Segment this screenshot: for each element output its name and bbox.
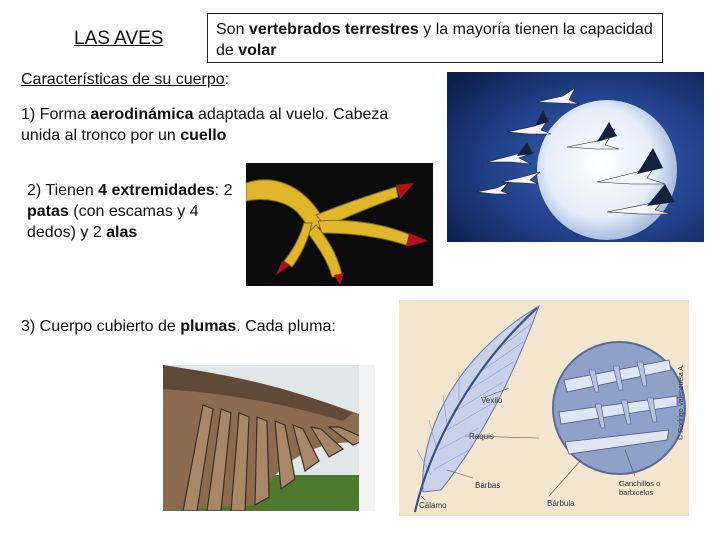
point-3-bold-1: plumas xyxy=(180,318,237,335)
label-ganchillos: Ganchillos o barbicelos xyxy=(619,479,661,497)
point-2 xyxy=(27,180,237,243)
point-1 xyxy=(21,104,421,146)
bird-foot-photo xyxy=(246,163,433,286)
spread-wing-photo xyxy=(163,365,375,511)
point-1-bold-1: aerodinámica xyxy=(90,106,194,123)
label-barbula: Bárbula xyxy=(547,499,575,508)
point-3-text-1: 3) Cuerpo cubierto de xyxy=(21,318,181,335)
definition-text-2: y la mayoría tienen la capacidad de xyxy=(216,21,653,59)
label-vexilo: Vexilo xyxy=(481,396,503,405)
point-1-bold-2: cuello xyxy=(180,127,227,144)
point-2-text-1: 2) Tienen xyxy=(27,182,99,199)
definition-bold-2: volar xyxy=(238,42,277,59)
label-raquis: Raquis xyxy=(469,432,494,441)
point-2-text-3: (con escamas y 4 dedos) y 2 xyxy=(27,203,199,241)
point-2-bold-2: patas xyxy=(27,203,69,220)
point-3 xyxy=(21,316,401,337)
feather-diagram xyxy=(399,300,689,516)
point-2-bold-3: alas xyxy=(106,224,138,241)
point-2-text-2: : 2 xyxy=(214,182,233,199)
characteristics-heading xyxy=(21,71,229,89)
characteristics-heading-text: Características de su cuerpo xyxy=(21,71,225,88)
point-2-bold-1: 4 extremidades xyxy=(98,182,215,199)
definition-text-1: Son xyxy=(216,21,249,38)
characteristics-colon: : xyxy=(224,71,230,88)
geese-moon-photo xyxy=(447,72,704,242)
point-1-text-2: adaptada al vuelo. Cabeza unida al tronco por un xyxy=(21,106,389,144)
point-3-text-2: . Cada pluma: xyxy=(236,318,336,335)
diagram-credit: © Rodrigo Valenzuela A. xyxy=(678,364,685,440)
label-calamo: Cálamo xyxy=(419,501,447,510)
definition-bold-1: vertebrados terrestres xyxy=(248,21,419,38)
point-1-text-1: 1) Forma xyxy=(21,106,91,123)
label-barbas: Barbas xyxy=(475,481,501,490)
page-title: LAS AVES xyxy=(74,28,164,49)
definition-box xyxy=(207,13,663,63)
